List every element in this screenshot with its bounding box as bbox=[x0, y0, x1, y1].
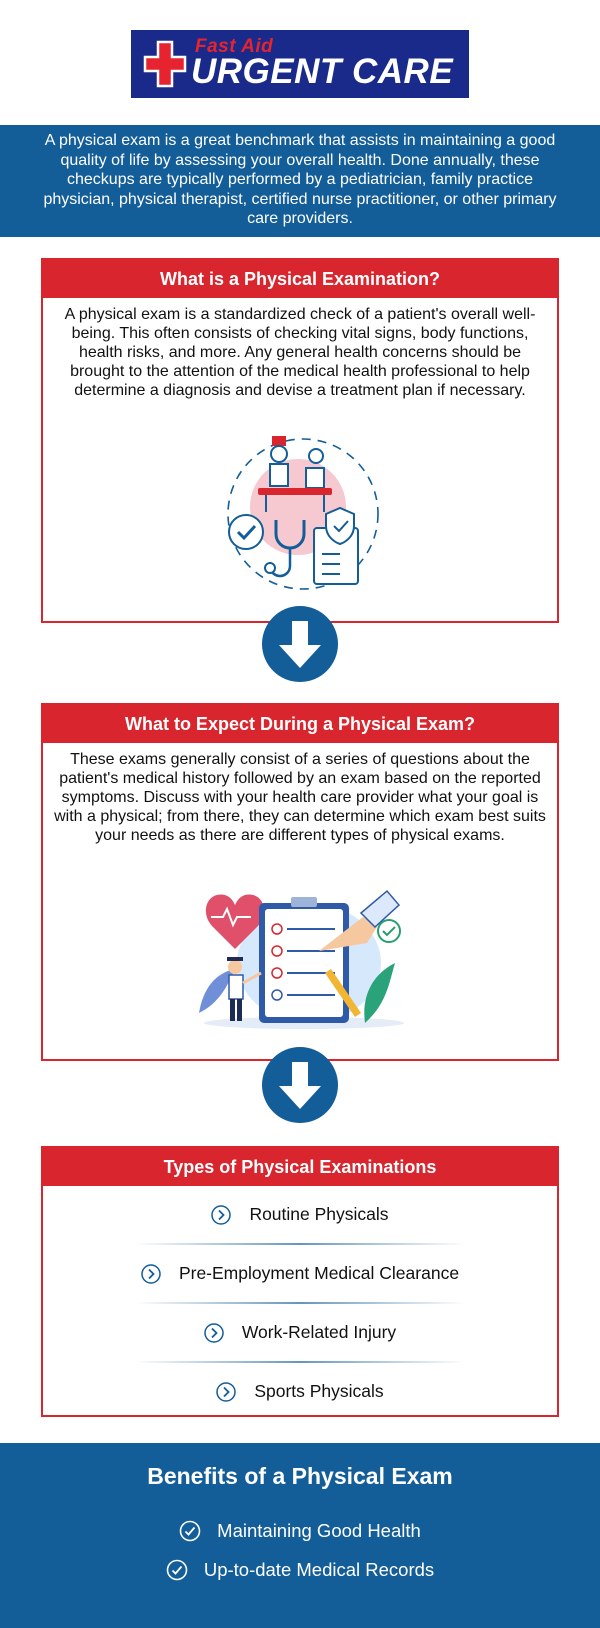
intro-text: A physical exam is a great benchmark that assists in maintaining a good quality of life by assessing your overall health. Done annually, these checkups are typically performed by a pediatrician, family practice physician, physical therapist, certified nurse practitioner, or other primary care providers. bbox=[43, 132, 557, 227]
checklist-illustration bbox=[189, 873, 419, 1041]
down-arrow-icon bbox=[261, 605, 339, 683]
benefit-item bbox=[0, 1520, 600, 1542]
logo bbox=[131, 30, 469, 98]
section-types-card bbox=[41, 1146, 559, 1417]
types-list bbox=[43, 1186, 557, 1420]
section-what-is-card bbox=[41, 258, 559, 623]
list-item bbox=[43, 1304, 557, 1361]
chevron-right-icon bbox=[216, 1382, 236, 1402]
type-label: Pre-Employment Medical Clearance bbox=[178, 1263, 460, 1283]
chevron-right-icon bbox=[211, 1205, 231, 1225]
section-types-title: Types of Physical Examinations bbox=[43, 1148, 557, 1186]
section-what-to-expect-title: What to Expect During a Physical Exam? bbox=[43, 705, 557, 743]
section-what-is-text: A physical exam is a standardized check of a patient's overall well-being. This often consists of checking vital signs, body functions, health risks, and more. Any general health concerns should be brought to the attention of the medical health professional to help determine a diagnosis and devise a treatment plan if necessary. bbox=[64, 306, 536, 399]
type-label: Work-Related Injury bbox=[241, 1322, 397, 1342]
benefits-section bbox=[0, 1443, 600, 1628]
section-what-is-title: What is a Physical Examination? bbox=[43, 260, 557, 298]
benefit-label: Up-to-date Medical Records bbox=[203, 1559, 435, 1580]
section-what-to-expect-card bbox=[41, 703, 559, 1061]
intro-banner bbox=[0, 125, 600, 237]
medical-cross-icon bbox=[143, 40, 187, 88]
benefit-label: Maintaining Good Health bbox=[217, 1520, 421, 1541]
list-item bbox=[43, 1186, 557, 1243]
list-item bbox=[43, 1363, 557, 1420]
check-circle-icon bbox=[166, 1559, 188, 1581]
physical-exam-illustration bbox=[218, 432, 388, 602]
section-what-to-expect-text: These exams generally consist of a series of questions about the patient's medical history followed by an exam based on the reported symptoms. Discuss with your health care provider what your goal is with a physical; from there, they can determine which exam best suits your needs as there are different types of physical exams. bbox=[54, 751, 546, 844]
type-label: Sports Physicals bbox=[254, 1381, 384, 1401]
list-item bbox=[43, 1245, 557, 1302]
down-arrow-icon bbox=[261, 1046, 339, 1124]
logo-text-fast-aid: Fast Aid bbox=[195, 36, 274, 57]
chevron-right-icon bbox=[141, 1264, 161, 1284]
chevron-right-icon bbox=[204, 1323, 224, 1343]
logo-text-urgent-care: URGENT CARE bbox=[191, 52, 454, 91]
check-circle-icon bbox=[179, 1520, 201, 1542]
benefit-item bbox=[0, 1559, 600, 1581]
type-label: Routine Physicals bbox=[249, 1204, 389, 1224]
benefits-title: Benefits of a Physical Exam bbox=[147, 1463, 453, 1489]
